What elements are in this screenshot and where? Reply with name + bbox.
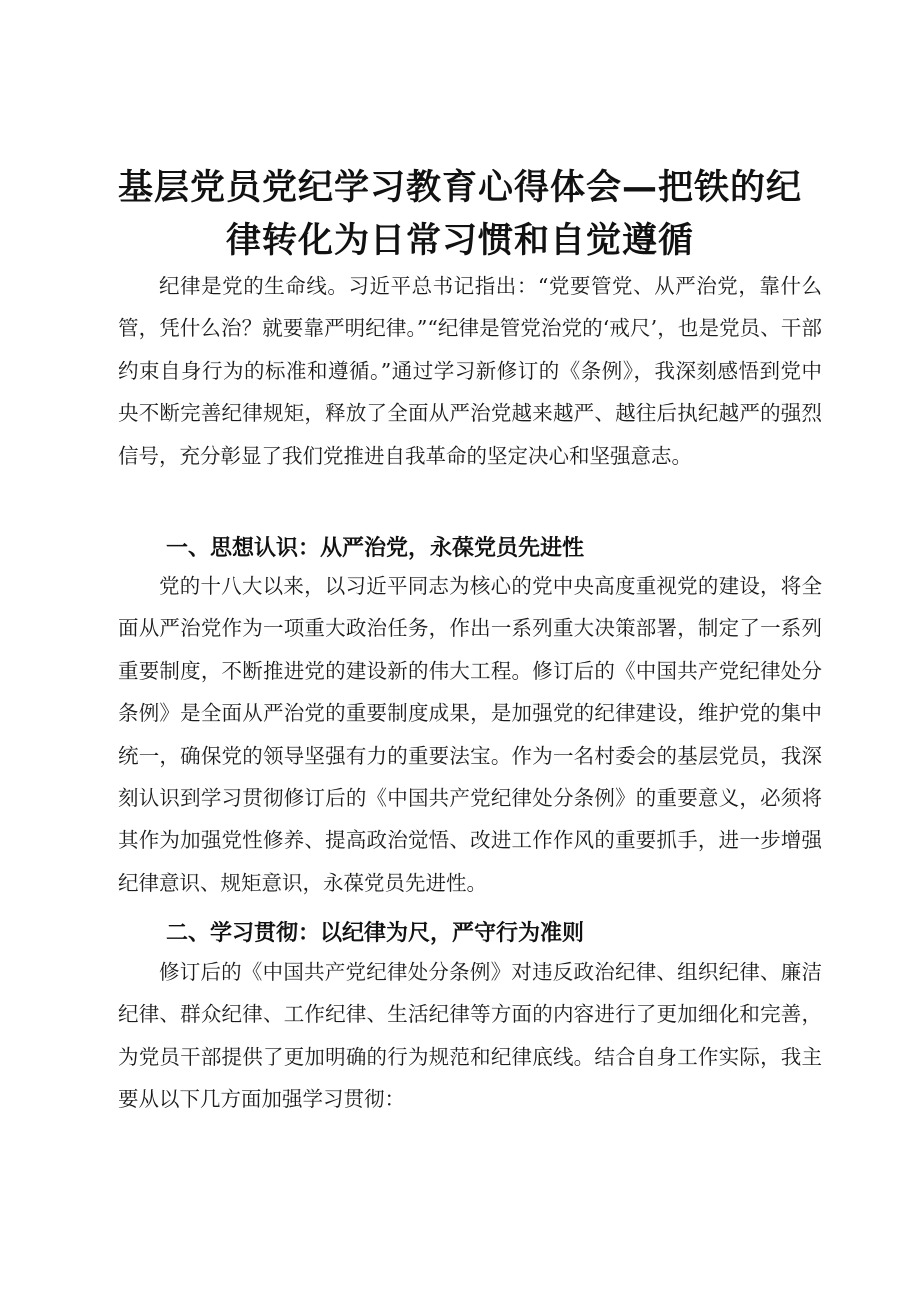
document-title-line-2: 律转化为日常习惯和自觉遵循 <box>225 221 694 261</box>
section-heading-2: 二、学习贯彻：以纪律为尺，严守行为准则 <box>166 921 585 946</box>
document-title-line-1: 基层党员党纪学习教育心得体会—把铁的纪 <box>117 168 802 208</box>
paragraph-section-2: 修订后的《中国共产党纪律处分条例》对违反政治纪律、组织纪律、廉洁纪律、群众纪律、工作纪律、生活纪律等方面的内容进行了更加细化和完善，为党员干部提供了更加明确的行为规范和纪律底线。结合自身工作实际，我主要从以下几方面加强学习贯彻： <box>118 960 822 1112</box>
paragraph-section-1: 党的十八大以来，以习近平同志为核心的党中央高度重视党的建设，将全面从严治党作为一项重大政治任务，作出一系列重大决策部署，制定了一系列重要制度，不断推进党的建设新的伟大工程。修订后的《中国共产党纪律处分条例》是全面从严治党的重要制度成果，是加强党的纪律建设，维护党的集中统一，确保党的领导坚强有力的重要法宝。作为一名村委会的基层党员，我深刻认识到学习贯彻修订后的《中国共产党纪律处分条例》的重要意义，必须将其作为加强党性修养、提高政治觉悟、改进工作作风的重要抓手，进一步增强纪律意识、规矩意识，永葆党员先进性。 <box>118 574 822 895</box>
section-heading-1: 一、思想认识：从严治党，永葆党员先进性 <box>166 536 585 561</box>
paragraph-intro: 纪律是党的生命线。习近平总书记指出：“党要管党、从严治党，靠什么管，凭什么治？就要靠严明纪律。”“纪律是管党治党的‘戒尺’，也是党员、干部约束自身行为的标准和遵循。”通过学习新修订的《条例》，我深刻感悟到党中央不断完善纪律规矩，释放了全面从严治党越来越严、越往后执纪越严的强烈信号，充分彰显了我们党推进自我革命的坚定决心和坚强意志。 <box>118 274 822 468</box>
